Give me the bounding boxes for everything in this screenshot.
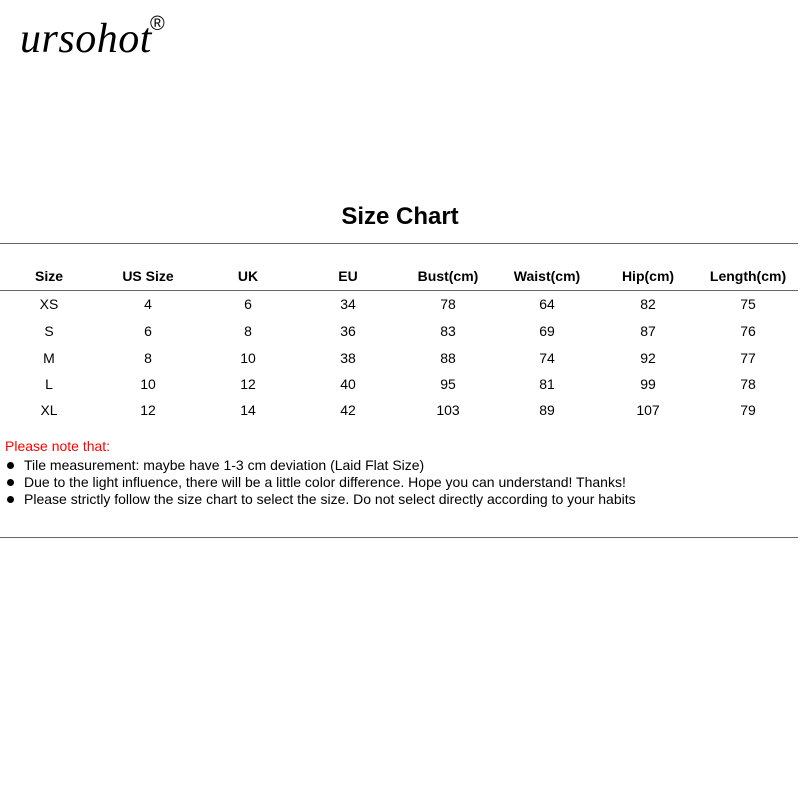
table-cell: 6	[244, 296, 252, 312]
table-cell: S	[44, 323, 54, 339]
table-cell: 12	[140, 402, 156, 418]
table-cell: 75	[740, 296, 756, 312]
table-cell: 38	[340, 350, 356, 366]
bullet-icon	[7, 462, 14, 469]
column-header: Size	[34, 268, 64, 284]
size-chart-title: Size Chart	[341, 203, 459, 230]
table-cell: M	[43, 350, 55, 366]
table-cell: L	[45, 376, 53, 392]
table-cell: 10	[140, 376, 156, 392]
column-header: Length(cm)	[709, 268, 787, 284]
table-cell: 95	[440, 376, 456, 392]
table-cell: 87	[640, 323, 656, 339]
table-cell: 36	[340, 323, 356, 339]
note-item	[5, 491, 636, 508]
table-cell: 92	[640, 350, 656, 366]
registered-mark-icon: ®	[150, 13, 165, 35]
column-header: Hip(cm)	[621, 268, 675, 284]
table-cell: 78	[440, 296, 456, 312]
column-header: EU	[338, 268, 358, 284]
table-cell: 4	[144, 296, 152, 312]
table-cell: 79	[740, 402, 756, 418]
table-cell: 40	[340, 376, 356, 392]
table-cell: 69	[539, 323, 555, 339]
table-cell: 88	[440, 350, 456, 366]
table-cell: 8	[244, 323, 252, 339]
table-cell: 12	[240, 376, 256, 392]
table-cell: 89	[539, 402, 555, 418]
note-text: Tile measurement: maybe have 1-3 cm deviation (Laid Flat Size)	[24, 457, 425, 473]
table-cell: 34	[340, 296, 356, 312]
bullet-icon	[7, 496, 14, 503]
column-header: Bust(cm)	[417, 268, 479, 284]
notes-title: Please note that:	[5, 438, 111, 454]
table-cell: 103	[436, 402, 460, 418]
logo-text: ursohot	[20, 16, 152, 62]
notes-list	[5, 457, 636, 508]
table-cell: 77	[740, 350, 756, 366]
table-cell: 107	[636, 402, 660, 418]
note-item	[5, 457, 636, 474]
note-item	[5, 474, 636, 491]
table-cell: XL	[40, 402, 58, 418]
table-cell: 83	[440, 323, 456, 339]
table-top-rule	[0, 243, 798, 244]
table-cell: 78	[740, 376, 756, 392]
table-cell: 64	[539, 296, 555, 312]
column-header: US Size	[122, 268, 174, 284]
table-header-rule	[0, 290, 798, 291]
table-cell: 74	[539, 350, 555, 366]
note-text: Due to the light influence, there will be a little color difference. Hope you can understand! Thanks!	[24, 474, 626, 490]
table-cell: 8	[144, 350, 152, 366]
column-header: Waist(cm)	[513, 268, 581, 284]
table-cell: 76	[740, 323, 756, 339]
table-cell: 81	[539, 376, 555, 392]
bullet-icon	[7, 479, 14, 486]
table-cell: 10	[240, 350, 256, 366]
note-text: Please strictly follow the size chart to select the size. Do not select directly according to your habits	[24, 491, 636, 507]
column-header: UK	[237, 268, 259, 284]
table-cell: 6	[144, 323, 152, 339]
bottom-rule	[0, 537, 798, 538]
table-cell: 42	[340, 402, 356, 418]
table-cell: XS	[39, 296, 59, 312]
table-cell: 82	[640, 296, 656, 312]
table-cell: 14	[240, 402, 256, 418]
table-cell: 99	[640, 376, 656, 392]
